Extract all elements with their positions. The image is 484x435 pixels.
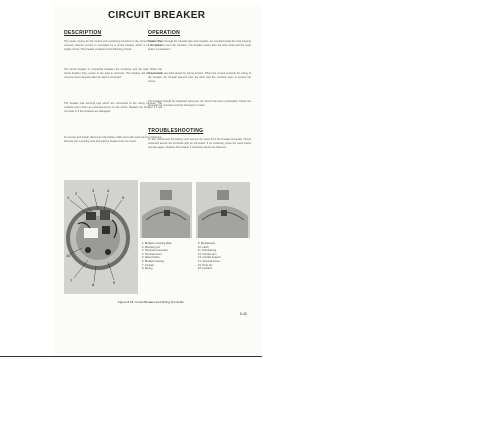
- callout-label: 7: [70, 278, 73, 283]
- description-paragraph-1: The power source for the control and monitoring functions is the circuit breaker. The recovery diverter current is controlled by a circuit breaker which is in the power supply circuit. The breaker contacts to the following circuits.: [64, 40, 162, 51]
- breaker-detail-photo-1: [140, 182, 192, 238]
- callout-label: 9: [113, 280, 116, 285]
- description-paragraph-2: The circuit breaker is connected between the contactor and the load. When the circuit breaker trips, power to the load is removed. The breaker will trip open and must be reset manually after the fault is corrected.: [64, 68, 162, 79]
- detail-image: [140, 182, 192, 238]
- legend-item: 15. Pivot pin: [198, 263, 213, 267]
- legend-item: 7. Contact: [142, 263, 154, 267]
- figure-legend-right: [198, 242, 252, 271]
- legend-item: 14. Terminal screw: [198, 259, 220, 263]
- description-heading: DESCRIPTION: [64, 30, 102, 36]
- callout-label: 3: [92, 188, 95, 193]
- callout-label: 4: [107, 188, 110, 193]
- legend-item: 3. Terminal connection: [142, 249, 168, 253]
- breaker-photo: [64, 180, 138, 294]
- legend-item: 11. Terminal lug: [198, 249, 217, 253]
- page-number: 8-45: [240, 312, 247, 316]
- description-paragraph-4: To remove and install, disconnect the battery cable and mark each wire for reference. Remove the mounting nuts and pull the breaker from its mount.: [64, 136, 162, 143]
- page-bottom-rule: [0, 356, 262, 357]
- breaker-label: [84, 228, 98, 238]
- callout-label: 5: [122, 195, 125, 200]
- troubleshooting-paragraph-1: To test, disconnect the battery and remove the wires from the breaker terminals. Check continuity across the terminals with an ohmmeter. If no continuity, press the reset button and test again. Replace the breaker if continuity cannot be obtained.: [148, 138, 251, 149]
- mounting-nut: [105, 249, 111, 255]
- legend-item: 8. Spring: [142, 267, 153, 271]
- legend-item: 12. Contact arm: [198, 252, 217, 256]
- legend-item: 16. Insulator: [198, 267, 213, 271]
- callout-label: 8: [92, 282, 95, 287]
- page-title: CIRCUIT BREAKER: [108, 10, 206, 21]
- terminal-block: [86, 212, 96, 220]
- figure-legend-left: [142, 242, 196, 271]
- operation-heading: OPERATION: [148, 30, 181, 36]
- breaker-detail-photo-2: [196, 182, 250, 238]
- callout-label: 10: [66, 253, 71, 258]
- breaker-diagram: [64, 180, 138, 294]
- callout-label: 1: [67, 195, 70, 200]
- troubleshooting-heading: TROUBLESHOOTING: [148, 128, 204, 134]
- legend-item: 6. Breaker housing: [142, 259, 164, 263]
- legend-item: 9. Bimetal strip: [198, 242, 216, 245]
- legend-item: 2. Mounting nut: [142, 245, 160, 249]
- operation-paragraph-2: The contacts are held closed by spring tension. When the current exceeds the rating of the breaker, the bimetal element trips the latch and the contacts open to protect the circuit.: [148, 72, 251, 83]
- legend-item: 13. Contact support: [198, 256, 221, 260]
- callout-label: 2: [75, 191, 78, 196]
- legend-item: 10. Latch: [198, 245, 209, 249]
- description-paragraph-3: The breaker has terminal lugs which are connected to the wiring harness. The contacts open when an overload occurs on the circuit. Replace the breaker if it will not reset or if the contacts are damaged.: [64, 102, 162, 113]
- detail-image: [196, 182, 250, 238]
- operation-paragraph-1: Current flows through the bimetal strip and contacts. An overload heats the strip causing it to bend and open the contacts. The breaker resets after the strip cools and the reset button is pressed in.: [148, 40, 251, 51]
- terminal-block: [100, 210, 110, 220]
- figure-caption: Figure 8-18. Circuit Breaker and Wiring Terminals: [118, 300, 184, 304]
- reset-button: [102, 226, 110, 234]
- legend-item: 1. Breaker mounting plate: [142, 242, 172, 245]
- legend-item: 4. Terminal cover: [142, 252, 162, 256]
- legend-item: 5. Reset button: [142, 256, 160, 260]
- mounting-nut: [85, 247, 91, 253]
- operation-paragraph-3: The breaker should be inspected whenever the circuit has been overloaded. Check the terminals for corrosion and the housing for cracks.: [148, 100, 251, 107]
